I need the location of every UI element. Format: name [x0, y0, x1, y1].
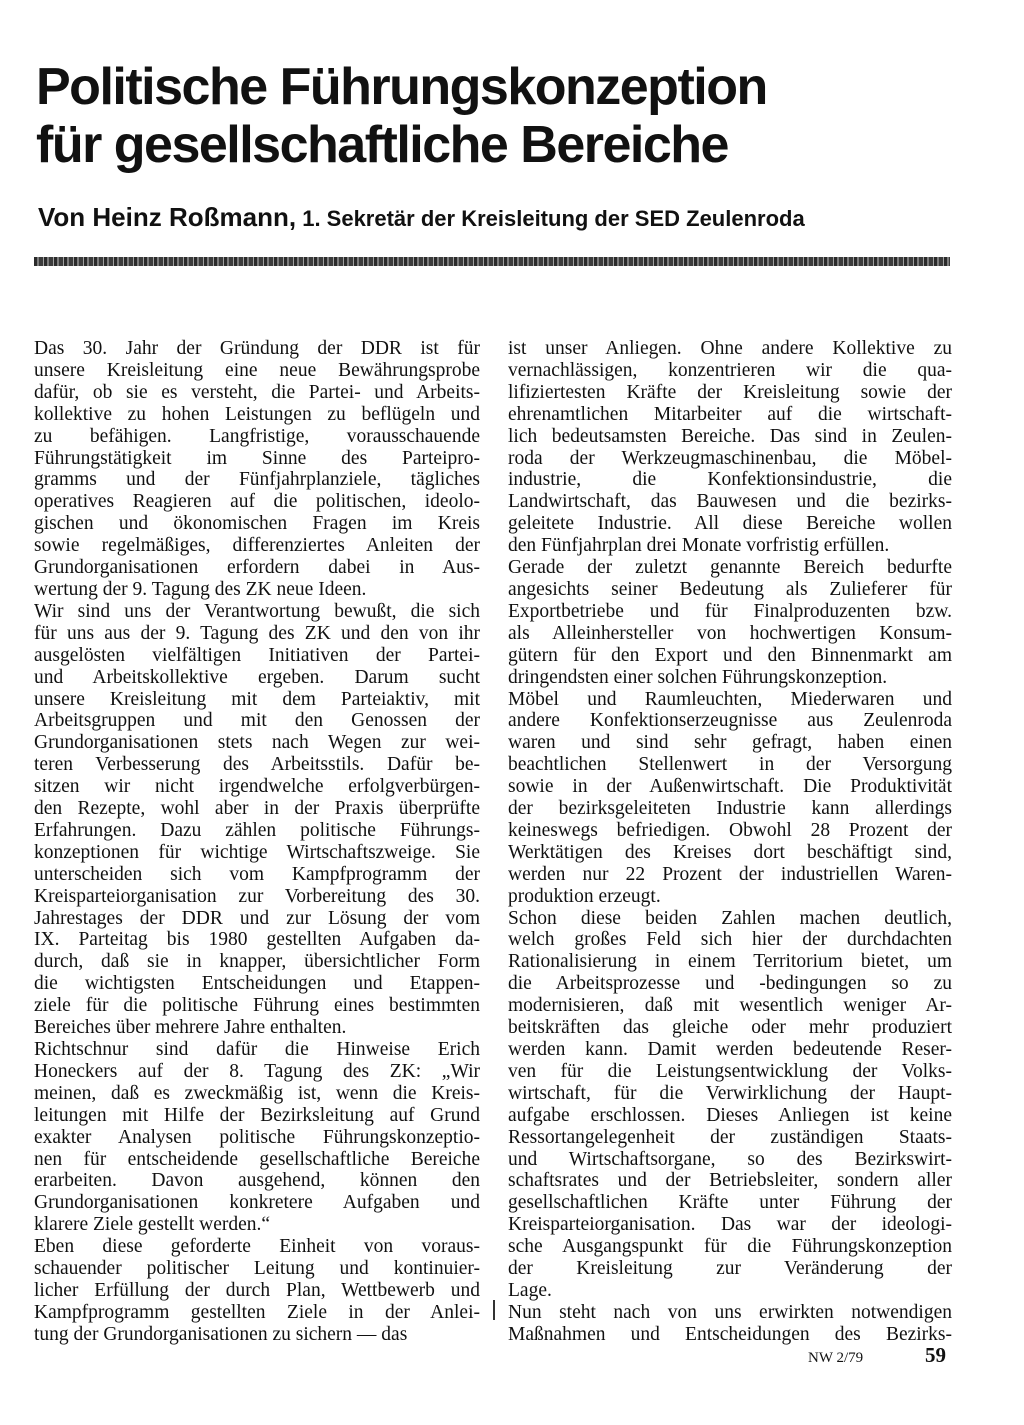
text-line: gramms und der Fünfjahrplanziele, tägliches: [34, 469, 480, 491]
text-line: den Rezepte, wohl aber in der Praxis überprüfte: [34, 798, 480, 820]
text-line: Arbeitsgruppen und mit den Genossen der: [34, 710, 480, 732]
text-line: Honeckers auf der 8. Tagung des ZK: „Wir: [34, 1060, 480, 1082]
text-line: Grundorganisationen erfordern dabei in Aus-: [34, 557, 480, 579]
text-line: ehrenamtlichen Mitarbeiter auf die wirtschaft-: [508, 403, 952, 425]
text-line: erarbeiten. Davon ausgehend, können den: [34, 1170, 480, 1192]
text-line: der bezirksgeleiteten Industrie kann allerdings: [508, 798, 952, 820]
text-line: produktion erzeugt.: [508, 885, 661, 907]
text-line: lich bedeutsamsten Bereiche. Das sind in Zeulen-: [508, 425, 952, 447]
text-line: gischen und ökonomischen Fragen im Kreis: [34, 513, 480, 535]
text-line: ven für die Leistungsentwicklung der Volks-: [508, 1060, 952, 1082]
text-line: klarere Ziele gestellt werden.“: [34, 1214, 271, 1236]
text-line: Bereiches über mehrere Jahre enthalten.: [34, 1017, 347, 1039]
article-title: [36, 58, 976, 174]
right-column: [508, 338, 952, 1346]
title-line-2: für gesellschaftliche Bereiche: [36, 116, 728, 174]
text-line: unsere Kreisleitung eine neue Bewährungsprobe: [34, 359, 480, 381]
text-line: geleitete Industrie. All diese Bereiche wollen: [508, 513, 952, 535]
text-line: ausgelösten vielfältigen Initiativen der Partei-: [34, 644, 480, 666]
text-line: Das 30. Jahr der Gründung der DDR ist für: [34, 338, 480, 359]
text-line: Exportbetriebe und für Finalproduzenten bzw.: [508, 600, 952, 622]
text-line: Lage.: [508, 1279, 552, 1301]
text-line: Grundorganisationen konkretere Aufgaben und: [34, 1192, 480, 1214]
title-line-1: Politische Führungskonzeption: [36, 58, 767, 116]
text-line: Landwirtschaft, das Bauwesen und die bezirks-: [508, 491, 952, 513]
text-line: tung der Grundorganisationen zu sichern — das: [34, 1323, 408, 1345]
text-line: Wir sind uns der Verantwortung bewußt, die sich: [34, 600, 480, 622]
text-line: unsere Kreisleitung mit dem Parteiaktiv, mit: [34, 688, 480, 710]
text-line: konzeptionen für wichtige Wirtschaftszweige. Sie: [34, 841, 480, 863]
text-line: waren und sind sehr gefragt, haben einen: [508, 732, 952, 754]
text-line: durch, daß sie in knapper, übersichtlicher Form: [34, 951, 480, 973]
text-line: unterscheiden sich vom Kampfprogramm der: [34, 863, 480, 885]
text-line: Führungstätigkeit im Sinne des Parteipro-: [34, 447, 480, 469]
text-line: Grundorganisationen stets nach Wegen zur wei-: [34, 732, 480, 754]
text-line: Schon diese beiden Zahlen machen deutlich,: [508, 907, 952, 929]
text-line: der Kreisleitung zur Veränderung der: [508, 1258, 952, 1280]
text-line: den Fünfjahrplan drei Monate vorfristig erfüllen.: [508, 535, 890, 557]
text-line: werden kann. Damit werden bedeutende Reser-: [508, 1039, 952, 1060]
byline-author: Von Heinz Roßmann,: [38, 202, 297, 232]
text-line: die wichtigsten Entscheidungen und Etappen-: [34, 973, 480, 995]
text-line: dringendsten einer solchen Führungskonzeption.: [508, 666, 888, 688]
text-line: Jahrestages der DDR und zur Lösung der vom: [34, 907, 480, 929]
header-rule: [34, 257, 950, 266]
left-column: [34, 338, 480, 1346]
text-line: vernachlässigen, konzentrieren wir die qua-: [508, 359, 952, 381]
text-line: schaftsrates und der Betriebsleiter, sondern aller: [508, 1170, 952, 1192]
text-line: wertung der 9. Tagung des ZK neue Ideen.: [34, 578, 367, 600]
text-line: und Wirtschaftsorgane, so des Bezirkswirt-: [508, 1148, 952, 1170]
text-line: zu befähigen. Langfristige, vorausschauende: [34, 425, 480, 447]
text-line: roda der Werkzeugmaschinenbau, die Möbel-: [508, 447, 952, 469]
text-line: leitungen mit Hilfe der Bezirksleitung auf Grund: [34, 1104, 480, 1126]
issue-label: NW 2/79: [808, 1350, 864, 1366]
text-line: die Arbeitsprozesse und -bedingungen so zu: [508, 973, 952, 995]
text-line: Kreisparteiorganisation zur Vorbereitung des 30.: [34, 885, 480, 907]
text-line: andere Konfektionserzeugnisse aus Zeulenroda: [508, 710, 952, 732]
text-line: Richtschnur sind dafür die Hinweise Erich: [34, 1039, 480, 1060]
text-line: meinen, daß es zweckmäßig ist, wenn die Kreis-: [34, 1082, 480, 1104]
byline-role: 1. Sekretär der Kreisleitung der SED Zeulenroda: [302, 206, 805, 231]
text-line: exakter Analysen politische Führungskonzeptio-: [34, 1126, 480, 1148]
text-line: industrie, die Konfektionsindustrie, die: [508, 469, 952, 491]
text-line: lifiziertesten Kräfte der Kreisleitung sowie der: [508, 381, 952, 403]
column-separator: [493, 1300, 495, 1320]
text-line: gesellschaftlichen Kräfte unter Führung der: [508, 1192, 952, 1214]
text-line: Rationalisierung in einem Territorium bietet, um: [508, 951, 952, 973]
text-line: sche Ausgangspunkt für die Führungskonzeption: [508, 1236, 952, 1258]
text-line: ist unser Anliegen. Ohne andere Kollektive zu: [508, 338, 952, 359]
text-line: sowie regelmäßiges, differenziertes Anleiten der: [34, 535, 480, 557]
text-line: kollektive zu hohen Leistungen zu beflügeln und: [34, 403, 480, 425]
text-line: beachtlichen Stellenwert in der Versorgung: [508, 754, 952, 776]
text-line: Kreisparteiorganisation. Das war der ideologi-: [508, 1214, 952, 1236]
text-line: aufgabe erschlossen. Dieses Anliegen ist keine: [508, 1104, 952, 1126]
text-line: Maßnahmen und Entscheidungen des Bezirks-: [508, 1323, 952, 1345]
text-line: IX. Parteitag bis 1980 gestellten Aufgaben da-: [34, 929, 480, 951]
text-line: operatives Reagieren auf die politischen, ideolo-: [34, 491, 480, 513]
text-line: Eben diese geforderte Einheit von voraus-: [34, 1236, 480, 1258]
byline: [38, 202, 978, 234]
text-line: Erfahrungen. Dazu zählen politische Führungs-: [34, 819, 480, 841]
text-line: als Alleinhersteller von hochwertigen Konsum-: [508, 622, 952, 644]
text-line: und Arbeitskollektive ergeben. Darum sucht: [34, 666, 480, 688]
text-line: Kampfprogramm gestellten Ziele in der Anlei-: [34, 1301, 480, 1323]
text-line: nen für entscheidende gesellschaftliche Bereiche: [34, 1148, 480, 1170]
text-line: angesichts seiner Bedeutung als Zulieferer für: [508, 578, 952, 600]
text-line: sitzen wir nicht irgendwelche erfolgverbürgen-: [34, 776, 480, 798]
page-number: 59: [925, 1343, 946, 1367]
text-line: dafür, ob sie es versteht, die Partei- und Arbeits-: [34, 381, 480, 403]
text-line: gütern für den Export und den Binnenmarkt am: [508, 644, 952, 666]
text-line: teren Verbesserung des Arbeitsstils. Dafür be-: [34, 754, 480, 776]
text-line: Ressortangelegenheit der zuständigen Staats-: [508, 1126, 952, 1148]
text-line: licher Erfüllung der durch Plan, Wettbewerb und: [34, 1279, 480, 1301]
text-line: Gerade der zuletzt genannte Bereich bedurfte: [508, 557, 952, 579]
text-line: wirtschaft, für die Verwirklichung der Haupt-: [508, 1082, 952, 1104]
text-line: Möbel und Raumleuchten, Miederwaren und: [508, 688, 952, 710]
text-line: für uns aus der 9. Tagung des ZK und den von ihr: [34, 622, 480, 644]
text-line: schauender politischer Leitung und kontinuier-: [34, 1258, 480, 1280]
text-line: beitskräften das gleiche oder mehr produziert: [508, 1017, 952, 1039]
text-line: werden nur 22 Prozent der industriellen Waren-: [508, 863, 952, 885]
text-line: keineswegs befriedigen. Obwohl 28 Prozent der: [508, 819, 952, 841]
text-line: modernisieren, daß mit wesentlich weniger Ar-: [508, 995, 952, 1017]
text-line: Werktätigen des Kreises dort beschäftigt sind,: [508, 841, 952, 863]
text-line: sowie in der Außenwirtschaft. Die Produktivität: [508, 776, 952, 798]
text-line: welch großes Feld sich hier der durchdachten: [508, 929, 952, 951]
text-line: ziele für die politische Führung eines bestimmten: [34, 995, 480, 1017]
text-line: Nun steht nach von uns erwirkten notwendigen: [508, 1301, 952, 1323]
